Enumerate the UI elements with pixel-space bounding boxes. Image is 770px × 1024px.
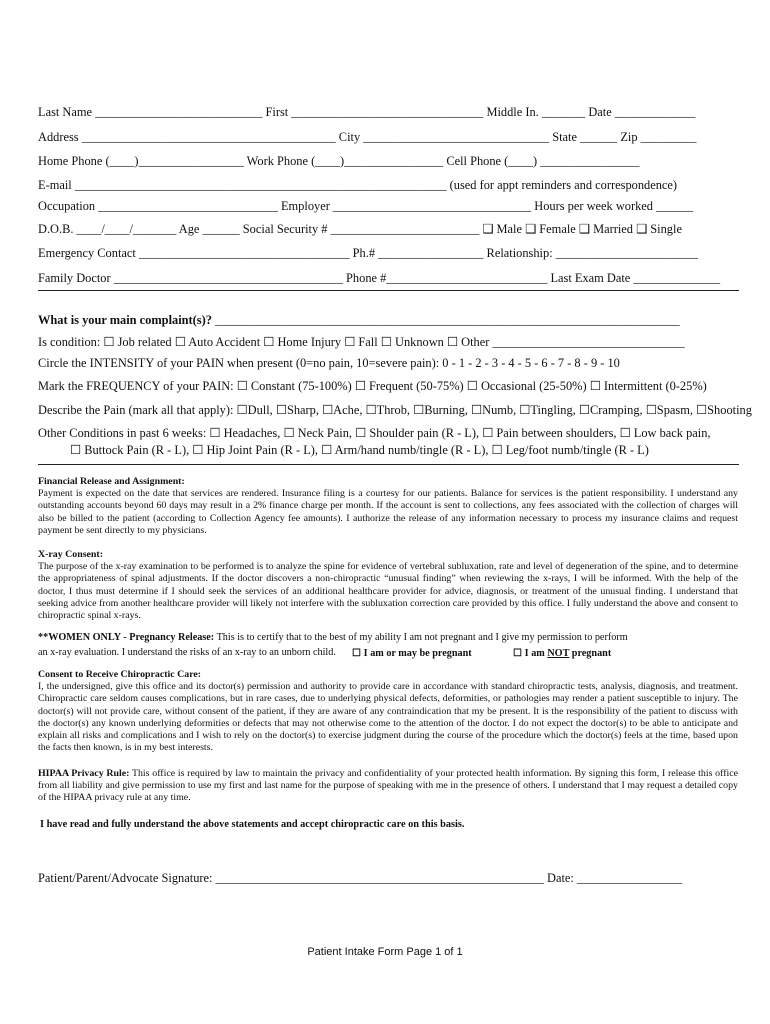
intensity-line[interactable]: Circle the INTENSITY of your PAIN when present (0=no pain, 10=severe pain): 0 - 1 - 2 - 3 - 4 - 5 - 6 - 7 - 8 - 9 - 10: [38, 356, 620, 370]
complaint-row[interactable]: [38, 313, 680, 328]
pregnancy-body-1: This is to certify that to the best of my ability I am not pregnant and I give my permission to perform: [216, 632, 628, 643]
other-conditions-line-2[interactable]: ☐ Buttock Pain (R - L), ☐ Hip Joint Pain (R - L), ☐ Arm/hand numb/tingle (R - L), ☐ Leg/foot numb/tingle (R - L): [70, 443, 649, 457]
family-doctor-line[interactable]: Family Doctor _____________________________________ Phone #__________________________ Last Exam Date ______________: [38, 271, 721, 285]
acknowledgement: I have read and fully understand the above statements and accept chiropractic care on this basis.: [40, 819, 465, 830]
name-line[interactable]: Last Name ___________________________ First _______________________________ Middle In. _______ Date _____________: [38, 105, 696, 119]
xray-heading: X-ray Consent:: [38, 549, 104, 560]
hipaa-heading: HIPAA Privacy Rule:: [38, 768, 130, 779]
other-conditions-line-1[interactable]: Other Conditions in past 6 weeks: ☐ Headaches, ☐ Neck Pain, ☐ Shoulder pain (R - L), ☐ Pain between shoulders, ☐ Low back pain,: [38, 426, 711, 440]
email-line[interactable]: E-mail ____________________________________________________________ (used for appt reminders and correspondence): [38, 178, 678, 192]
occupation-line[interactable]: Occupation _____________________________ Employer ________________________________ Hours per week worked ______: [38, 199, 694, 213]
section-divider-middle: [38, 464, 739, 465]
financial-body: Payment is expected on the date that services are rendered. Insurance filing is a courtesy for our patients. Balance for services is the patient responsibility. I understand any outstanding accounts beyond 60 days may result in a 2% finance charge per month. If the account is sent to collections, any fees associated with the collection of charges will also be billed to the patient (according to Collection Agency fee amounts). I authorize the release of any information necessary to process my insurance claims and request payment be sent directly to my physicians.: [38, 488, 738, 536]
financial-section: [38, 476, 738, 537]
signature-line[interactable]: Patient/Parent/Advocate Signature: _____________________________________________________ Date: _________________: [38, 871, 683, 885]
dob-line[interactable]: D.O.B. ____/____/_______ Age ______ Social Security # ________________________ ❑ Male ❑ Female ❑ Married ❑ Single: [38, 222, 682, 236]
hipaa-body: This office is required by law to maintain the privacy and confidentiality of your protected health information. By signing this form, I release this office from all liability and give permission to use my first and last name for the purpose of speaking with me in the presence of others. I understand that I may request a detailed copy of the HIPAA privacy rule at any time.: [38, 768, 738, 804]
emergency-contact-line[interactable]: Emergency Contact __________________________________ Ph.# _________________ Relationship: _______________________: [38, 246, 699, 260]
describe-pain-line[interactable]: Describe the Pain (mark all that apply): ☐Dull, ☐Sharp, ☐Ache, ☐Throb, ☐Burning, ☐Numb, ☐Tingling, ☐Cramping, ☐Spasm, ☐Shooting: [38, 403, 752, 417]
pregnancy-heading: **WOMEN ONLY - Pregnancy Release:: [38, 632, 215, 643]
pregnancy-body-2: an x-ray evaluation. I understand the risks of an x-ray to an unborn child.: [38, 646, 336, 658]
consent-heading: Consent to Receive Chiropractic Care:: [38, 669, 202, 680]
phone-line[interactable]: Home Phone (____)_________________ Work Phone (____)________________ Cell Phone (____) ________________: [38, 154, 640, 168]
consent-body: I, the undersigned, give this office and its doctor(s) permission and authority to provide care in accordance with standard chiropractic tests, analysis, diagnosis, and treatment. Chiropractic care seldom causes complications, but in rare cases, due to underlying physical defects, deformities, or pathologies may render a patient susceptible to injury. The doctor(s) will not provide care, without consent of the patient, if they are aware of any contraindication that my be present. It is the responsibility of the patient to discuss with the doctor(s) any known underlying deformities or defects that may not otherwise come to the attention of the doctor. I do not expect the doctor(s) to be able to anticipate and explain all risks and complications and I wish to rely on the doctor(s) to exercise judgment during the course of the procedure which the doctor(s) feels at the time, based upon the facts then known, is in my best interests.: [38, 681, 738, 754]
pregnant-checkbox[interactable]: ☐ I am or may be pregnant: [352, 648, 472, 659]
financial-heading: Financial Release and Assignment:: [38, 476, 185, 487]
complaint-label: What is your main complaint(s)?: [38, 313, 212, 327]
condition-line[interactable]: Is condition: ☐ Job related ☐ Auto Accident ☐ Home Injury ☐ Fall ☐ Unknown ☐ Other _______________________________: [38, 335, 685, 349]
not-pregnant-checkbox[interactable]: ☐ I am NOT pregnant: [513, 648, 612, 659]
section-divider-top: [38, 290, 739, 291]
xray-section: [38, 549, 738, 622]
frequency-line[interactable]: Mark the FREQUENCY of your PAIN: ☐ Constant (75-100%) ☐ Frequent (50-75%) ☐ Occasional (25-50%) ☐ Intermittent (0-25%): [38, 379, 707, 393]
xray-body: The purpose of the x-ray examination to be performed is to analyze the spine for evidence of vertebral subluxation, rate and level of degeneration of the spine, and to determine the appropriateness of spinal adjustments. If the doctor discovers a non-chiropractic “unusual finding” when reviewing the x-rays, I will be informed. With the help of the doctor, I thus must determine if I should seek the services of an additional healthcare provider for advice, diagnosis, or treatment of the unusual finding. I understand that seeking advice from another healthcare provider will likely not interfere with the subluxation correction care provided by this office. I fully understand the above and consent to chiropractic spinal x-rays.: [38, 561, 738, 622]
hipaa-section: [38, 768, 738, 805]
consent-section: [38, 669, 738, 754]
complaint-input-line[interactable]: ___________________________________________________________________________: [211, 313, 680, 327]
page-footer: Patient Intake Form Page 1 of 1: [307, 946, 463, 958]
address-line[interactable]: Address _________________________________________ City ______________________________ State ______ Zip _________: [38, 130, 697, 144]
